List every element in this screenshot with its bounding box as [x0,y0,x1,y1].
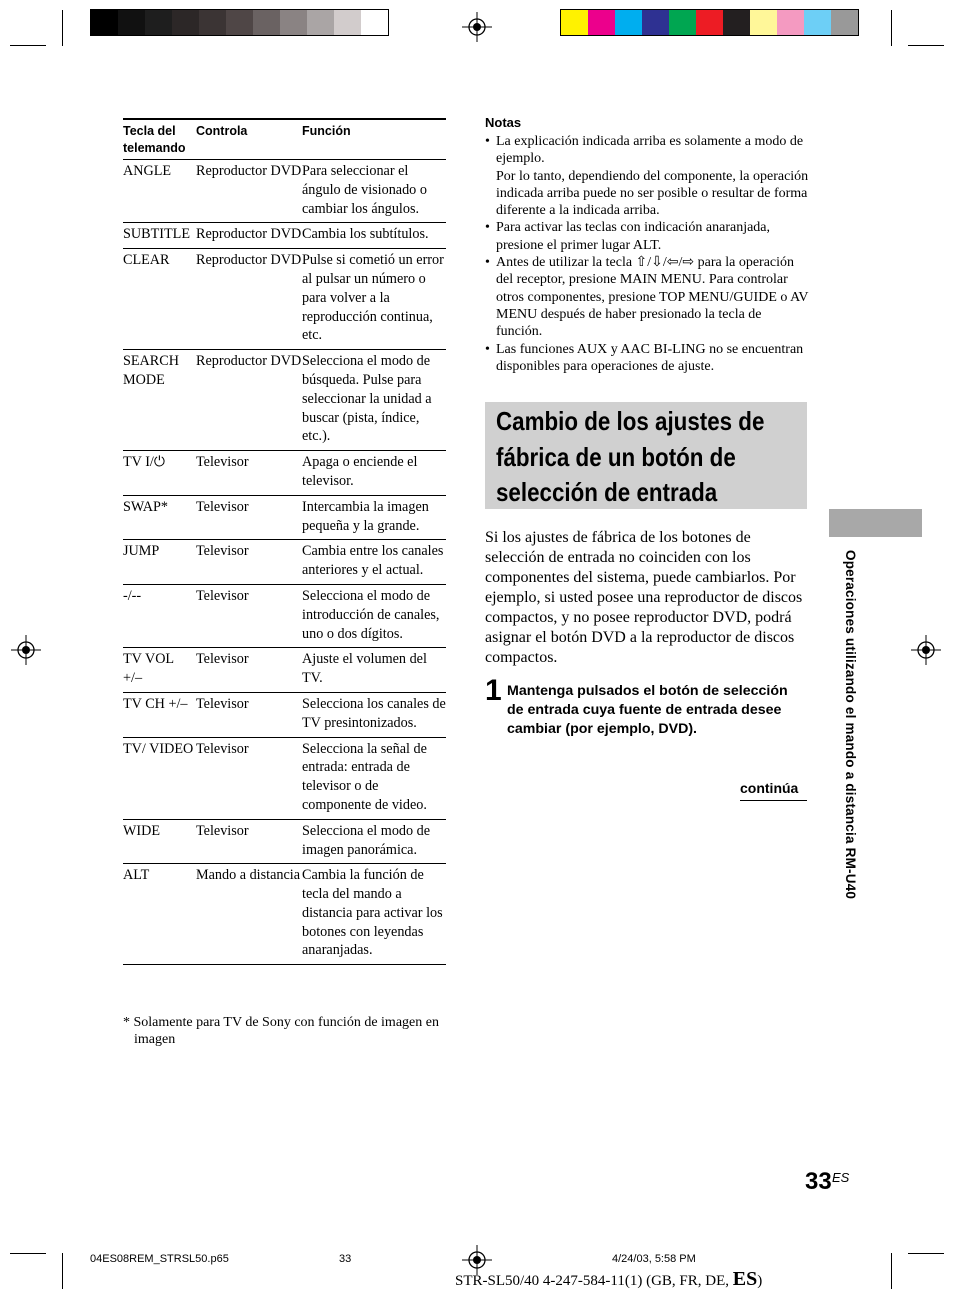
key-cell: ALT [123,867,150,884]
continued-label: continúa [740,780,799,796]
table-row [123,693,446,738]
controls-cell: Televisor [196,822,249,839]
crop-mark [908,1253,944,1254]
controls-cell: Televisor [196,695,249,712]
key-cell: SUBTITLE [123,226,190,243]
footer-model [455,1268,762,1291]
page-language-suffix: ES [832,1170,850,1185]
registration-mark-icon [462,12,492,42]
footer-model-lang: ES [732,1268,758,1290]
footer-model-prefix: STR-SL50/40 4-247-584-11(1) (GB, FR, DE, [455,1273,733,1289]
table-row [123,249,446,350]
note-item: • Las funciones AUX y AAC BI-LING no se encuentran disponibles para operaciones de ajuste. [485,341,809,376]
color-swatch [253,10,280,35]
color-swatch [145,10,172,35]
header-function: Función [302,124,351,138]
color-swatch [750,10,777,35]
key-cell: -/-- [123,587,142,604]
color-swatch [723,10,750,35]
color-swatch [561,10,588,35]
color-calibration-bar [560,9,859,36]
color-swatch [199,10,226,35]
function-cell: Ajuste el volumen del TV. [302,651,427,687]
grayscale-calibration-bar [90,9,389,36]
function-cell: Apaga o enciende el televisor. [302,454,418,489]
header-key: Tecla del telemando [123,124,186,155]
function-cell: Intercambia la imagen pequeña y la grande. [302,498,429,534]
color-swatch [334,10,361,35]
function-cell: Cambia entre los canales anteriores y el actual. [302,543,444,579]
color-swatch [831,10,858,35]
key-cell: TV CH +/– [123,695,188,712]
function-cell: Pulse si cometió un error al pulsar un número o para volver a la reproducción continua, etc. [302,252,444,344]
controls-cell: Reproductor DVD [196,353,302,370]
registration-mark-icon [911,635,941,665]
controls-cell: Reproductor DVD [196,226,302,243]
footer-model-suffix: ) [757,1273,763,1289]
crop-mark [891,10,892,46]
section-intro: Si los ajustes de fábrica de los botones de selección de entrada no coinciden con los componentes del sistema, puede cambiarlos. Por ejemplo, si usted posee una reproductor de discos compactos, y no posee reproductor DVD, podrá asignar el botón DVD a la reproductor de discos compactos. [485,529,803,666]
function-cell: Para seleccionar el ángulo de visionado o cambiar los ángulos. [302,163,427,217]
key-cell: TV I/⏻ [123,454,166,471]
controls-cell: Reproductor DVD [196,252,302,269]
function-cell: Cambia la función de tecla del mando a distancia para activar los botones con leyendas anaranjadas. [302,867,443,959]
crop-mark [10,1253,46,1254]
crop-mark [62,1253,63,1289]
crop-mark [908,45,944,46]
table-row [123,585,446,648]
step-number: 1 [485,674,502,707]
color-swatch [280,10,307,35]
controls-cell: Televisor [196,587,249,604]
continued-underline [740,800,807,801]
key-cell: CLEAR [123,252,170,269]
side-label [842,550,862,1010]
footer-filename: 04ES08REM_STRSL50.p65 [90,1253,229,1265]
function-cell: Cambia los subtítulos. [302,226,429,243]
footer-page: 33 [339,1253,352,1265]
crop-mark [891,1253,892,1289]
notes-title: Notas [485,115,522,130]
remote-keys-table [123,118,446,965]
color-swatch [226,10,253,35]
controls-cell: Reproductor DVD [196,163,302,179]
key-cell: JUMP [123,543,160,560]
note-item: • Antes de utilizar la tecla ⇧/⇩/⇦/⇨ para la operación del receptor, presione MAIN MENU. Para controlar otros componentes, presione TOP MENU/GUIDE o AV MENU después de haber presionado la tecla de función. [485,254,809,340]
footer-datetime: 4/24/03, 5:58 PM [612,1253,696,1265]
table-row [123,540,446,585]
table-row [123,864,446,965]
color-swatch [361,10,388,35]
side-label-text: Operaciones utilizando el mando a distancia RM-U40 [843,550,858,900]
key-cell: SEARCH MODE [123,353,179,388]
header-controls: Controla [196,124,248,138]
table-row [123,350,446,451]
color-swatch [307,10,334,35]
function-cell: Selecciona la señal de entrada: entrada de televisor o de componente de video. [302,740,427,813]
table-body [123,160,446,965]
function-cell: Selecciona el modo de búsqueda. Pulse para seleccionar la unidad a buscar (pista, índice, etc.). [302,353,432,445]
registration-mark-icon [11,635,41,665]
color-swatch [669,10,696,35]
controls-cell: Televisor [196,543,249,560]
note-text: La explicación indicada arriba es solamente a modo de ejemplo. [496,134,804,167]
table-header [123,118,446,160]
color-swatch [804,10,831,35]
color-swatch [172,10,199,35]
color-swatch [118,10,145,35]
section-heading: Cambio de los ajustes de fábrica de un botón de selección de entrada [496,406,765,507]
key-cell: WIDE [123,822,161,839]
table-row [123,738,446,820]
function-cell: Selecciona el modo de imagen panorámica. [302,822,431,858]
table-row [123,160,446,223]
function-cell: Selecciona el modo de introducción de canales, uno o dos dígitos. [302,587,440,642]
note-item: • Para activar las teclas con indicación anaranjada, presione el primer lugar ALT. [485,219,809,254]
note-text: Por lo tanto, dependiendo del componente, la operación indicada arriba puede no ser posible o resultar de forma diferente a la indicada arriba. [496,168,809,219]
table-row [123,648,446,693]
color-swatch [615,10,642,35]
crop-mark [62,10,63,46]
function-cell: Selecciona los canales de TV presintonizados. [302,695,446,731]
notes-list [485,133,809,375]
color-swatch [696,10,723,35]
table-row [123,496,446,541]
note-item [485,133,809,219]
key-cell: TV/ VIDEO [123,740,194,757]
key-cell: TV VOL +/– [123,651,174,687]
step-text: Mantenga pulsados el botón de selección de entrada cuya fuente de entrada desee cambiar (por ejemplo, DVD). [507,683,788,737]
controls-cell: Mando a distancia [196,867,301,884]
table-row [123,451,446,496]
color-swatch [91,10,118,35]
side-tab-marker [829,509,922,537]
table-footnote: * Solamente para TV de Sony con función de imagen en imagen [123,1015,439,1047]
controls-cell: Televisor [196,740,249,757]
page-number: 33 [805,1168,832,1195]
color-swatch [588,10,615,35]
color-swatch [777,10,804,35]
key-cell: SWAP* [123,498,168,515]
color-swatch [642,10,669,35]
controls-cell: Televisor [196,651,249,668]
table-row [123,223,446,249]
table-row [123,820,446,865]
crop-mark [10,45,46,46]
controls-cell: Televisor [196,454,249,471]
key-cell: ANGLE [123,163,172,179]
controls-cell: Televisor [196,498,249,515]
